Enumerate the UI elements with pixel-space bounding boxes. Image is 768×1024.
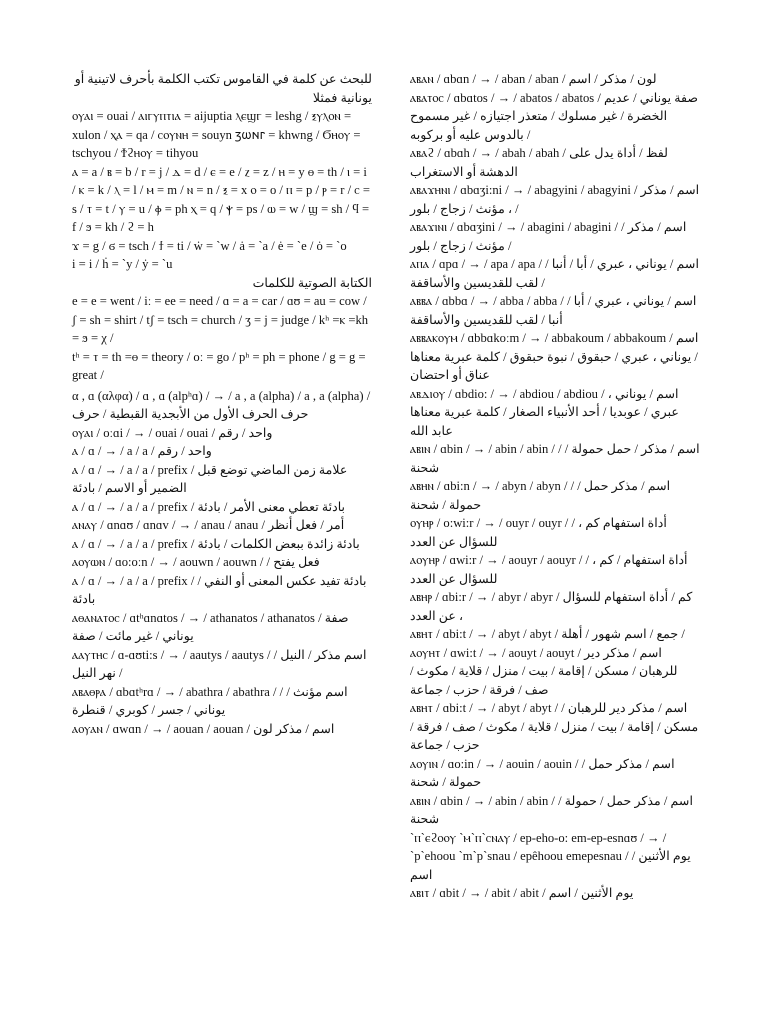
left-column-entry: ⲟⲩⲁⲓ / oːɑi / → / ouai / ouai / واحد / رقم	[72, 425, 273, 440]
right-column-entry: ⲁⲃⲁϫⲓⲛⲓ / ɑbɑʒini / → / abagini / abagini / اسم / مذكر / مؤنث / زجاج / بلور /	[410, 220, 687, 253]
left-column-entry: ⲁⲁⲩⲧⲏⲥ / ɑ-ɑʊti:s / → / aautys / aautys / اسم مذكر / النيل / نهر النيل /	[72, 647, 367, 680]
left-column-entry: ⲁ / ɑ / → / a / a / prefix / علامة زمن الماضي توضع قبل الضمير أو الاسم / بادئة	[72, 462, 348, 495]
right-column-entry: ⲁⲃⲁⲛ / ɑbɑn / → / aban / aban / لون / مذكر / اسم	[410, 72, 657, 86]
left-column	[72, 70, 372, 738]
left-column-entry: ⲁ / ɑ / → / a / a / prefix / بادئة تفيد عكس المعنى أو النفي / بادئة	[72, 573, 367, 606]
left-column-entry: tʰ = ⲧ = th =ⲑ = theory / oː = go / pʰ = ph = phone / g = g = great /	[72, 349, 366, 382]
right-column-entry: ⲁⲃⲏⲧ / ɑbi:t / → / abyt / abyt / اسم / مذكر دير للرهبان / مسكن / إقامة / بيت / منزل / قلاية / مكوث / صف / فرقة / حزب / جماعة	[410, 701, 699, 752]
left-column-entry: α , ɑ (αλφα) / ɑ , ɑ (alpʰɑ) / → / a , a (alpha) / a , a (alpha) / حرف الحرف الأول من الأبجدية القبطية / حرف	[72, 388, 371, 421]
right-column-entry: ⲁⲃⲁⲧⲟⲥ / ɑbɑtos / → / abatos / abatos / صفة يوناني / عديم الخضرة / غير مسلوك / متعذر اجتيازه / غير مسموح بالدوس عليه أو بركوبه /	[410, 90, 699, 142]
right-column-entry: ⲁⲃⲏⲛ / ɑbi:n / → / abyn / abyn / / اسم / مذكر حمل / حمولة / شحنة	[410, 479, 671, 512]
right-column-entry: ⲁⲃⲏⲧ / ɑbi:t / → / abyt / abyt / جمع / اسم شهور / أهلة /	[410, 627, 685, 641]
left-column-entry: ⲁⲛⲁⲩ / ɑnɑʊ / ɑnɑv / → / anau / anau / أمر / فعل أنظر	[72, 518, 345, 532]
right-column-entry: ⲁⲡⲁ / ɑpɑ / → / apa / apa / / اسم / يوناني ، عبري / أبا / أنبا / لقب للقديسين والأساقفة	[410, 257, 699, 290]
left-column-entry: ⲁ = a / ⲃ = b / r = j / ⲇ = d / ⲉ = e / ⲍ = z / ⲏ = y ⲑ = th / ⲓ = i / ⲕ = k / ⲗ = l / ⲙ = m / ⲛ = n / ⲝ = x ⲟ = o / ⲡ = p / ⲣ = r / ⲥ = s / ⲧ = t / ⲩ = u / ⲫ = ph ⲭ = q / ⲯ = ps / ⲱ = w / ϣ = sh / ϥ = f / ϧ = kh / ϩ = h	[72, 164, 371, 234]
left-column-entry: ⲁⲟⲩⲁⲛ / ɑwɑn / → / aouan / aouan / اسم / مذكر لون	[72, 721, 335, 736]
right-column-entry: ⲁⲃⲃⲁ / ɑbbɑ / → / abba / abba / اسم / يوناني ، عبري / أبا / أنبا / لقب للقديسين والأساقفة	[410, 294, 697, 327]
left-column-entry: للبحث عن كلمة في القاموس تكتب الكلمة بأحرف لاتينية أو يونانية فمثلا	[74, 72, 372, 105]
right-column-entry: ⲁⲟⲩⲏⲧ / ɑwi:t / → / aouyt / aouyt / اسم / مذكر دير للرهبان / مسكن / إقامة / بيت / منزل / قلاية / مكوث / صف / فرقة / حزب / جماعة	[410, 645, 678, 697]
left-column-entry: ⲟⲩⲁⲓ = ouai / ⲁⲓⲅⲩⲡⲧⲓⲁ = aijuptia ⲗⲉϣⲅ = leshg / ⲝⲩⲗⲟⲛ = xulon / ⲭⲁ = qa / ⲥⲟⲩⲛⲏ = souyn ⳅⲱⲛⲅ = khwng / Ϭⲏⲟⲩ = tschyou / Ϯϩⲏⲟⲩ = tihyou	[72, 109, 361, 160]
left-column-entry: e = e = went / iː = ee = need / ɑ = a = car / ɑʊ = au = cow /	[72, 294, 367, 308]
right-column-entry: ⲁⲃⲏⲣ / ɑbi:r / → / abyr / abyr / كم / أداة استفهام للسؤال عن العدد ،	[410, 590, 693, 623]
left-column-entry: ⲁⲑⲁⲛⲁⲧⲟⲥ / ɑtʰɑnɑtos / → / athanatos / athanatos / صفة يوناني / غير مائت / صفة	[72, 610, 349, 643]
left-column-entry: ⲁⲟⲩⲱⲛ / ɑo:oːn / → / aouwn / aouwn / / فعل يفتح	[72, 555, 320, 569]
right-column-entry: ⲁⲃⲓⲛ / ɑbin / → / abin / abin / اسم / مذكر حمل / حمولة / شحنة	[410, 793, 693, 826]
right-column-entry: `ⲡ`ⲉϩⲟⲟⲩ `ⲙ`ⲡ`ⲥⲛⲁⲩ / ep-eho-o: em-ep-esnɑʊ / → / `p`ehoou `m`p`snau / epêhoou emepesnau / يوم الأثنين / اسم	[410, 830, 691, 882]
left-column-entry: i = i / ḣ = `y / ẏ = `u	[72, 257, 173, 271]
left-column-entry: ϫ = g / ϭ = tsch / ϯ = ti / ẇ = `w / ȧ = `a / ė = `e / ȯ = `o	[72, 238, 347, 253]
right-column-entry: ⲁⲃⲓⲛ / ɑbin / → / abin / abin / / اسم / مذكر / حمل حمولة / شحنة	[410, 442, 700, 475]
left-column-entry: ⲁⲃⲁⲑⲣⲁ / ɑbɑtʰrɑ / → / abathra / abathra / / اسم مؤنث / يوناني / جسر / كوبري / قنطرة	[72, 684, 348, 717]
right-column-entry: ⲁⲃⲓⲧ / ɑbit / → / abit / abit / يوم الأثنين / اسم	[410, 886, 634, 900]
right-column-entry: ⲁⲃⲇⲓⲟⲩ / ɑbdio: / → / abdiou / abdiou / اسم / يوناني ، عبري / عوبديا / أحد الأنبياء الصغار / كلمة عبرية معناها عابد الله	[410, 386, 679, 438]
right-column-entry: ⲁⲟⲩⲏⲣ / ɑwi:r / → / aouyr / aouyr / / أداة استفهام / كم ، للسؤال عن العدد	[410, 553, 688, 586]
right-column	[410, 70, 700, 903]
left-column-entry: ⲁ / ɑ / → / a / a / prefix / بادئة زائدة ببعض الكلمات / بادئة	[72, 536, 360, 551]
left-column-entry: الكتابة الصوتية للكلمات	[252, 275, 372, 290]
left-column-entry: ʃ = sh = shirt / tʃ = tsch = church / ʒ = j = judge / kʰ =ⲕ =kh = ϧ = χ /	[72, 312, 369, 345]
right-column-entry: ⲁⲃⲁϩ / ɑbɑh / → / abah / abah / لفظ / أداة يدل على الدهشة أو الاستغراب	[410, 146, 668, 179]
left-column-entry: ⲁ / ɑ / → / a / a / واحد / رقم	[72, 444, 212, 458]
right-column-entry: ⲁⲃⲁϫⲏⲛⲓ / ɑbɑʒi:ni / → / abagyini / abagyini / اسم / مذكر ، مؤنث / زجاج / بلور /	[410, 183, 700, 216]
right-column-entry: ⲁⲟⲩⲓⲛ / ɑo:in / → / aouin / aouin / اسم / مذكر حمل / حمولة / شحنة	[410, 756, 675, 789]
right-column-entry: ⲁⲃⲃⲁⲕⲟⲩⲙ / ɑbbɑkoːm / → / abbakoum / abbakoum / اسم / يوناني ، عبري / حبقوق / نبوة حبقوق / كلمة عبرية معناها عناق أو احتضان	[410, 331, 699, 382]
right-column-entry: ⲟⲩⲏⲣ / o:wi:r / → / ouyr / ouyr / / أداة استفهام كم ، للسؤال عن العدد	[410, 516, 667, 549]
left-column-entry: ⲁ / ɑ / → / a / a / prefix / بادئة تعطي معنى الأمر / بادئة	[72, 499, 346, 514]
